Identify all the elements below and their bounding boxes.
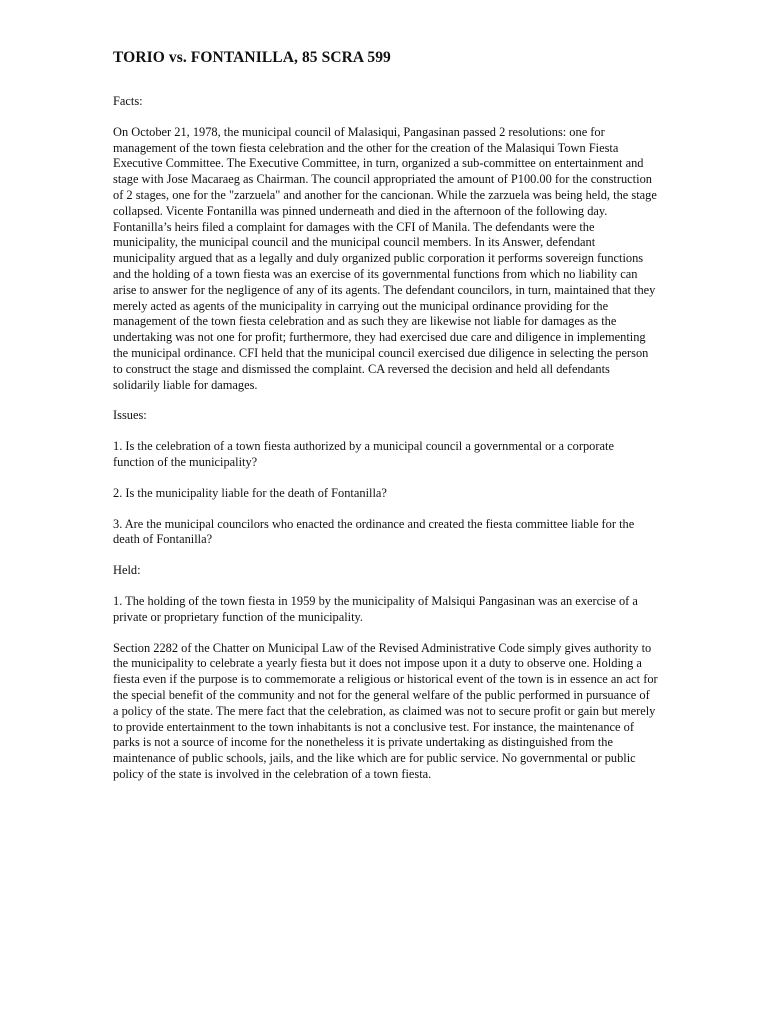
issue-3: 3. Are the municipal councilors who enacted the ordinance and created the fiesta committee liable for the death of Fontanilla? bbox=[113, 516, 635, 547]
facts-heading: Facts: bbox=[113, 94, 143, 108]
facts-paragraph: On October 21, 1978, the municipal council of Malasiqui, Pangasinan passed 2 resolutions: one for management of the town fiesta celebration and the other for the creation of the Malasiqui Town Fiesta Executive Committee. The Executive Committee, in turn, organized a sub-committee on entertainment and stage with Jose Macaraeg as Chairman. The council appropriated the amount of P100.00 for the construction of 2 stages, one for the "zarzuela" and another for the cancionan. While the zarzuela was being held, the stage collapsed. Vicente Fontanilla was pinned underneath and died in the afternoon of the following day. Fontanilla’s heirs filed a complaint for damages with the CFI of Manila. The defendants were the municipality, the municipal council and the municipal council members. In its Answer, defendant municipality argued that as a legally and duly organized public corporation it performs sovereign functions and the holding of a town fiesta was an exercise of its governmental functions from which no liability can arise to answer for the negligence of any of its agents. The defendant councilors, in turn, maintained that they merely acted as agents of the municipality in carrying out the municipal ordinance providing for the management of the town fiesta celebration and as such they are likewise not liable for damages as the undertaking was not one for profit; furthermore, they had exercised due care and diligence in implementing the municipal ordinance. CFI held that the municipal council exercised due diligence in selecting the person to construct the stage and dismissed the complaint. CA reversed the decision and held all defendants solidarily liable for damages. bbox=[113, 124, 657, 392]
issue-1: 1. Is the celebration of a town fiesta authorized by a municipal council a governmental or a corporate function of the municipality? bbox=[113, 439, 614, 469]
issues-heading: Issues: bbox=[113, 408, 147, 423]
issue-2: 2. Is the municipality liable for the death of Fontanilla? bbox=[113, 485, 387, 500]
held-1: 1. The holding of the town fiesta in 1959 by the municipality of Malsiqui Pangasinan was an exercise of a private or proprietary function of the municipality. bbox=[113, 593, 638, 624]
held-heading: Held: bbox=[113, 563, 141, 578]
document-page bbox=[113, 44, 658, 798]
document-title: TORIO vs. FONTANILLA, 85 SCRA 599 bbox=[113, 49, 391, 66]
held-2: Section 2282 of the Chatter on Municipal Law of the Revised Administrative Code simply gives authority to the municipality to celebrate a yearly fiesta but it does not impose upon it a duty to observe one. Holding a fiesta even if the purpose is to commemorate a religious or historical event of the town is in essence an act for the special benefit of the community and not for the general welfare of the public performed in pursuance of a policy of the state. The mere fact that the celebration, as claimed was not to secure profit or gain but merely to provide entertainment to the town inhabitants is not a conclusive test. For instance, the maintenance of parks is not a source of income for the nonetheless it is private undertaking as distinguished from the maintenance of public schools, jails, and the like which are for public service. No governmental or public policy of the state is involved in the celebration of a town fiesta. bbox=[113, 640, 658, 781]
